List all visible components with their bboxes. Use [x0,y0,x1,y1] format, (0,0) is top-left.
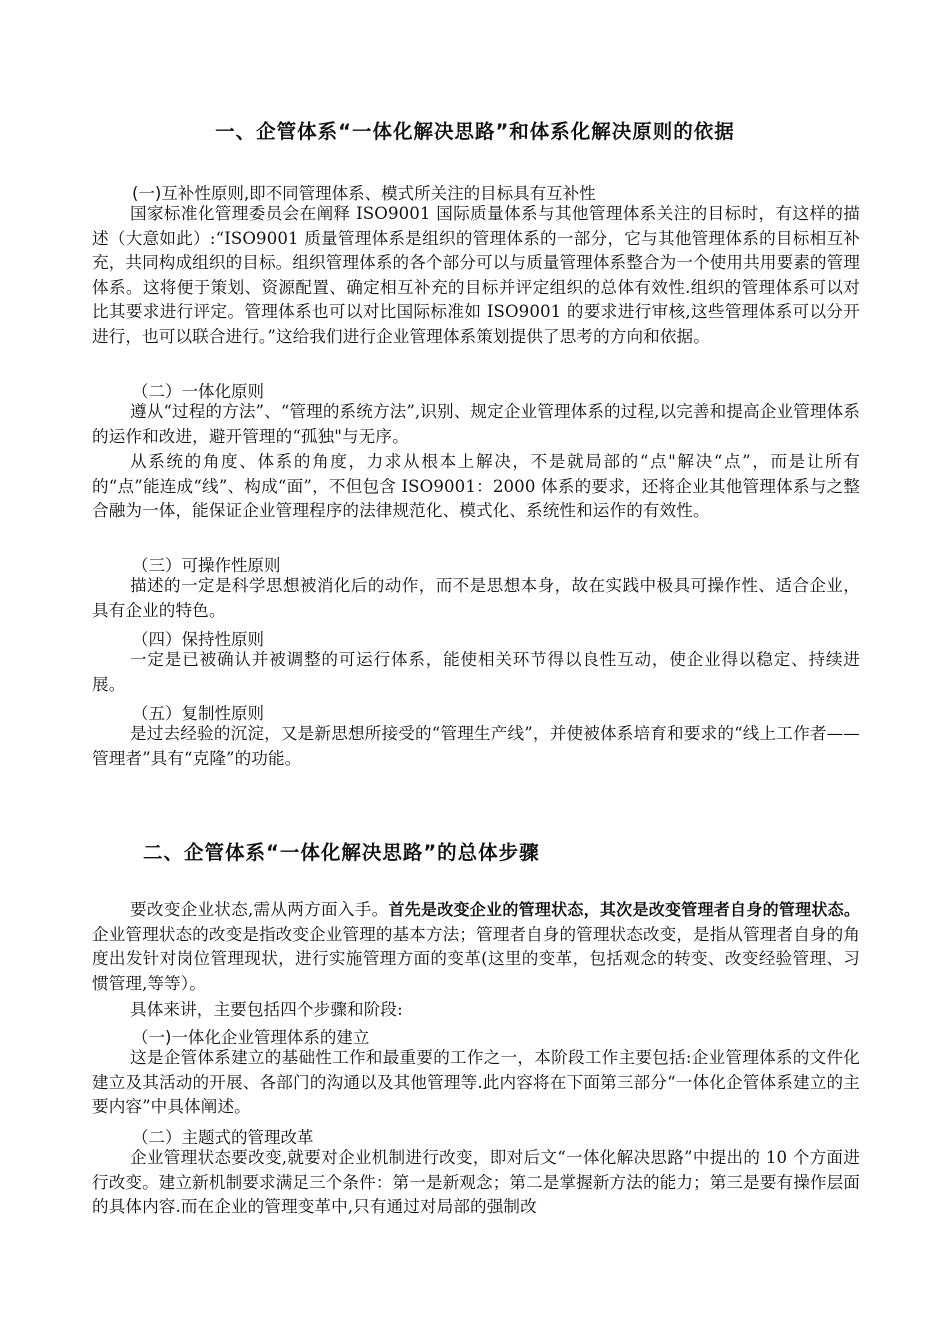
section-1-paragraph-5: 一定是已被确认并被调整的可运行体系，能使相关环节得以良性互动，使企业得以稳定、持续进展。 [92,650,860,694]
section-1-paragraph-4: 描述的一定是科学思想被消化后的动作，而不是思想本身，故在实践中极具可操作性、适合企业，具有企业的特色。 [92,576,860,620]
section-1-paragraph-6: 是过去经验的沉淀，又是新思想所接受的“管理生产线”，并使被体系培育和要求的“线上工作者——管理者”具有“克隆”的功能。 [92,724,860,768]
section-1-paragraph-3: 从系统的角度、体系的角度，力求从根本上解决，不是就局部的“点"解决“点”，而是让所有的“点”能连成“线”、构成“面”，不但包含 ISO9001：2000 体系的要求，还将企业其他管理体系与之整合融为一体，能保证企业管理程序的法律规范化、模式化、系统性和运作的有效性。 [92,452,860,521]
section-1-title: 一、企管体系“一体化解决思路”和体系化解决原则的依据 [215,120,735,143]
section-2-paragraph-2: 具体来讲，主要包括四个步骤和阶段: [130,1000,403,1019]
section-2-paragraph-1-part-c: 企业管理状态的改变是指改变企业管理的基本方法；管理者自身的管理状态改变，是指从管理者自身的角度出发针对岗位管理现状，进行实施管理方面的变革(这里的变革，包括观念的转变、改变经验管理、习惯管理,等等）。 [92,924,860,993]
section-2-paragraph-1-emphasis: 首先是改变企业的管理状态，其次是改变管理者自身的管理状态。 [388,900,861,919]
section-1-subheading-1: (一)互补性原则,即不同管理体系、模式所关注的目标具有互补性 [132,184,596,203]
section-1-subheading-2: （二）一体化原则 [132,382,264,401]
section-2-subheading-1: （一)一体化企业管理体系的建立 [132,1028,370,1047]
section-2-paragraph-4: 企业管理状态要改变,就要对企业机制进行改变，即对后文“一体化解决思路”中提出的 10 个方面进行改变。建立新机制要求满足三个条件：第一是新观念；第二是掌握新方法的能力；第三是要有操作层面的具体内容.而在企业的管理变革中,只有通过对局部的强制改 [92,1148,860,1217]
section-1-paragraph-1: 国家标准化管理委员会在阐释 ISO9001 国际质量体系与其他管理体系关注的目标时，有这样的描述（大意如此）:“ISO9001 质量管理体系是组织的管理体系的一部分，它与其他管理体系的目标相互补充，共同构成组织的目标。组织管理体系的各个部分可以与质量管理体系整合为一个使用共用要素的管理体系。这将便于策划、资源配置、确定相互补充的目标并评定组织的总体有效性.组织的管理体系可以对比其要求进行评定。管理体系也可以对比国际标准如 ISO9001 的要求进行审核,这些管理体系可以分开进行，也可以联合进行。”这给我们进行企业管理体系策划提供了思考的方向和依据。 [92,204,860,346]
section-2-paragraph-1 [92,898,860,996]
section-1-subheading-4: （四）保持性原则 [132,630,264,649]
section-2-paragraph-3: 这是企管体系建立的基础性工作和最重要的工作之一，本阶段工作主要包括:企业管理体系的文件化建立及其活动的开展、各部门的沟通以及其他管理等.此内容将在下面第三部分“一体化企管体系建立的主要内容”中具体阐述。 [92,1048,860,1117]
section-2-title: 二、企管体系“一体化解决思路”的总体步骤 [143,841,540,864]
section-1-subheading-5: （五）复制性原则 [132,704,264,723]
section-1-paragraph-2: 遵从“过程的方法”、“管理的系统方法”,识别、规定企业管理体系的过程,以完善和提高企业管理体系的运作和改进，避开管理的“孤独"与无序。 [92,402,860,446]
section-2-subheading-2: （二）主题式的管理改革 [132,1128,314,1147]
section-2-paragraph-1-part-a: 要改变企业状态,需从两方面入手。 [130,900,389,919]
section-1-subheading-3: （三）可操作性原则 [132,556,281,575]
